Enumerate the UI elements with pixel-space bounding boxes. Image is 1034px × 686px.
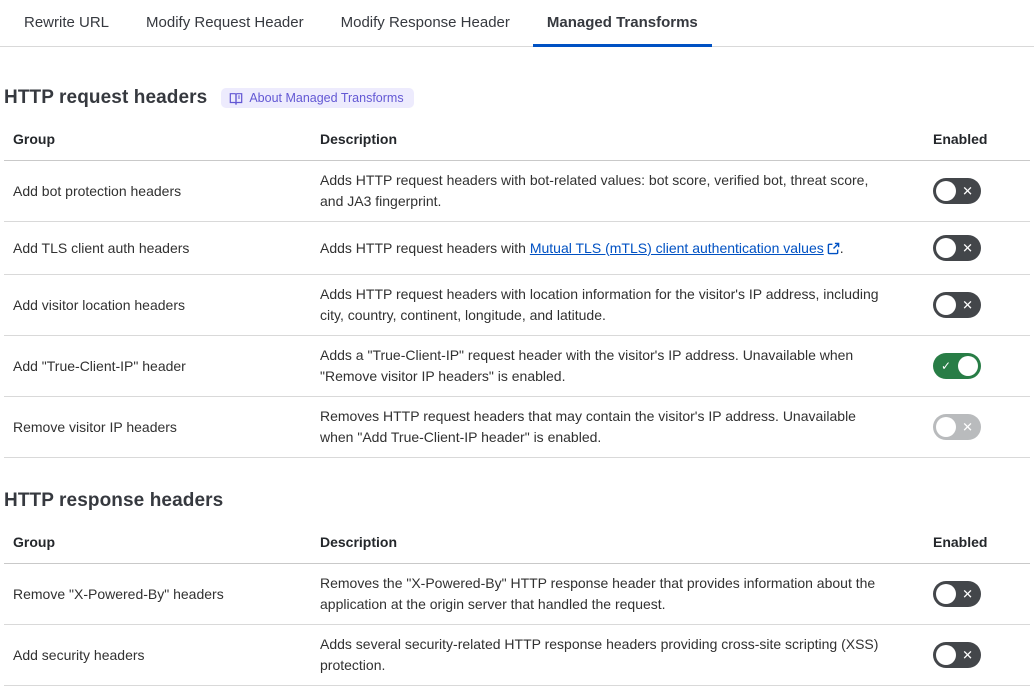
toggle-remove-x-powered-by-headers[interactable] xyxy=(933,581,981,607)
tab-rewrite-url[interactable]: Rewrite URL xyxy=(10,4,123,47)
description-text: Adds several security-related HTTP response headers providing cross-site scripting (XSS) protection. xyxy=(320,636,879,673)
book-icon xyxy=(229,92,243,105)
managed-transforms-panel xyxy=(0,87,1034,686)
toggle-add-security-headers[interactable] xyxy=(933,642,981,668)
tab-managed-transforms[interactable]: Managed Transforms xyxy=(533,4,712,47)
group-label: Remove "X-Powered-By" headers xyxy=(13,586,224,602)
tab-modify-response-header[interactable]: Modify Response Header xyxy=(327,4,524,47)
response-section xyxy=(4,490,1030,686)
tab-bar xyxy=(0,0,1034,47)
request-section-title: HTTP request headers xyxy=(4,87,208,108)
mtls-docs-link[interactable]: Mutual TLS (mTLS) client authentication values xyxy=(530,240,840,256)
column-header-description: Description xyxy=(320,131,398,147)
description-text: Removes HTTP request headers that may contain the visitor's IP address. Unavailable when "Add True-Client-IP header" is enabled. xyxy=(320,408,856,445)
group-label: Add TLS client auth headers xyxy=(13,240,190,256)
toggle-remove-visitor-ip-headers xyxy=(933,414,981,440)
table-row xyxy=(4,336,1030,397)
external-link-icon xyxy=(824,240,840,256)
description-text: Removes the "X-Powered-By" HTTP response header that provides information about the application at the origin server that handled the request. xyxy=(320,575,876,612)
badge-label: About Managed Transforms xyxy=(249,91,404,105)
toggle-knob xyxy=(936,181,956,201)
column-header-description: Description xyxy=(320,534,398,550)
group-label: Add security headers xyxy=(13,647,145,663)
toggle-knob xyxy=(936,584,956,604)
description-text: Adds HTTP request headers with Mutual TLS (mTLS) client authentication values . xyxy=(320,239,844,256)
table-row xyxy=(4,564,1030,625)
request-headers-table xyxy=(4,125,1030,458)
toggle-knob xyxy=(958,356,978,376)
check-icon: ✓ xyxy=(941,359,952,373)
tab-modify-request-header[interactable]: Modify Request Header xyxy=(132,4,318,47)
toggle-knob xyxy=(936,238,956,258)
response-headers-table xyxy=(4,528,1030,686)
toggle-add-visitor-location-headers[interactable] xyxy=(933,292,981,318)
x-icon: ✕ xyxy=(962,297,973,313)
group-label: Add bot protection headers xyxy=(13,183,182,199)
description-text: Adds HTTP request headers with bot-related values: bot score, verified bot, threat score, and JA3 fingerprint. xyxy=(320,172,869,209)
x-icon: ✕ xyxy=(962,586,973,602)
column-header-enabled: Enabled xyxy=(933,534,988,550)
table-row xyxy=(4,625,1030,686)
response-section-title: HTTP response headers xyxy=(4,490,224,511)
column-header-group: Group xyxy=(13,534,55,550)
toggle-add-true-client-ip-header[interactable] xyxy=(933,353,981,379)
column-header-enabled: Enabled xyxy=(933,131,988,147)
table-header-row xyxy=(4,528,1030,564)
toggle-knob xyxy=(936,417,956,437)
description-text: Adds HTTP request headers with location information for the visitor's IP address, including city, country, continent, longitude, and latitude. xyxy=(320,286,879,323)
request-section-header xyxy=(4,87,1030,109)
x-icon: ✕ xyxy=(962,647,973,663)
toggle-add-bot-protection-headers[interactable] xyxy=(933,178,981,204)
x-icon: ✕ xyxy=(962,240,973,256)
x-icon: ✕ xyxy=(962,183,973,199)
group-label: Add "True-Client-IP" header xyxy=(13,358,186,374)
table-header-row xyxy=(4,125,1030,161)
group-label: Remove visitor IP headers xyxy=(13,419,177,435)
x-icon: ✕ xyxy=(962,419,973,435)
description-text: Adds a "True-Client-IP" request header with the visitor's IP address. Unavailable when "Remove visitor IP headers" is enabled. xyxy=(320,347,854,384)
toggle-add-tls-client-auth-headers[interactable] xyxy=(933,235,981,261)
toggle-knob xyxy=(936,645,956,665)
table-row xyxy=(4,275,1030,336)
about-managed-transforms-link[interactable] xyxy=(221,88,413,108)
response-section-header xyxy=(4,490,1030,512)
table-row xyxy=(4,222,1030,275)
table-row xyxy=(4,397,1030,458)
table-row xyxy=(4,161,1030,222)
column-header-group: Group xyxy=(13,131,55,147)
group-label: Add visitor location headers xyxy=(13,297,185,313)
toggle-knob xyxy=(936,295,956,315)
